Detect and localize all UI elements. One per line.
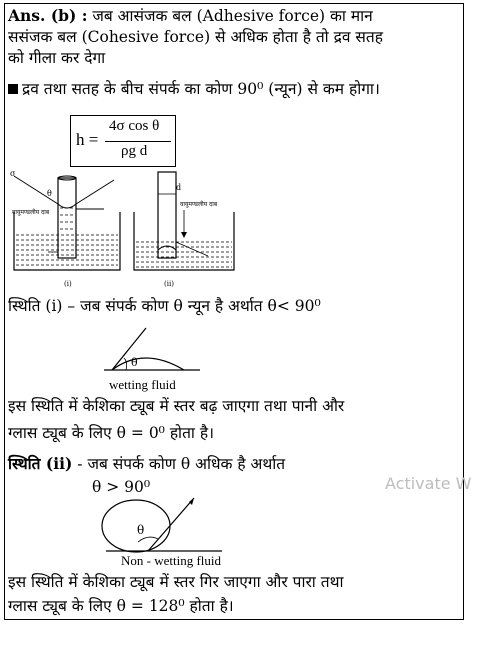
case2-caption: Non - wetting fluid [121, 553, 222, 568]
pressure-label-right: वायुमण्डलीय दाब [180, 201, 218, 208]
figure-label-ii: (ii) [164, 280, 174, 288]
theta-label-fig: θ [47, 189, 52, 198]
bullet-square-icon [8, 84, 18, 94]
answer-label: Ans. (b) : [8, 6, 88, 25]
answer-line-2: ससंजक बल (Cohesive force) से अधिक होता है तो द्रव सतह [8, 28, 383, 46]
case1-line-1: इस स्थिति में केशिका ट्यूब में स्तर बढ़ जाएगा तथा पानी और [8, 397, 345, 415]
case2-heading [8, 454, 285, 474]
beaker-right [134, 172, 234, 270]
case2-theta: θ [137, 523, 145, 537]
figure-label-i: (i) [64, 280, 72, 288]
formula-numerator: 4σ cos θ [109, 118, 160, 134]
case2-line-1: इस स्थिति में केशिका ट्यूब में स्तर गिर जाएगा और पारा तथा [8, 573, 344, 591]
formula-lhs: h = [76, 130, 99, 149]
case2-heading-bold: स्थिति (ii) [8, 454, 73, 473]
beaker-left [14, 176, 120, 270]
case2-line-2: ग्लास ट्यूब के लिए θ = 128⁰ होता है। [8, 597, 234, 615]
answer-text-1: जब आसंजक बल (Adhesive force) का मान [92, 7, 373, 25]
formula-box [70, 115, 176, 167]
answer-line-1 [8, 6, 373, 26]
capillary-figure [8, 169, 238, 288]
sigma-label: σ [10, 169, 16, 178]
formula-fraction-bar [105, 141, 171, 142]
case1-theta: θ [131, 356, 138, 369]
case2-heading-rest: - जब संपर्क कोण θ अधिक है अर्थात [77, 455, 286, 473]
activation-watermark: Activate W [385, 474, 472, 493]
d-label: d [176, 183, 182, 192]
case1-line-2: ग्लास ट्यूब के लिए θ = 0⁰ होता है। [8, 424, 214, 442]
case1-heading: स्थिति (i) – जब संपर्क कोण θ न्यून है अर्थात θ< 90⁰ [8, 297, 321, 315]
formula-denominator: ρg d [121, 143, 148, 159]
bullet-text: द्रव तथा सतह के बीच संपर्क का कोण 90⁰ (न्यून) से कम होगा। [22, 80, 380, 98]
wetting-diagram [104, 322, 204, 372]
pressure-label-left: वायुमण्डलीय दाब [12, 209, 50, 216]
bullet-line [8, 80, 380, 99]
case2-condition: θ > 90⁰ [92, 478, 151, 496]
case1-caption: wetting fluid [109, 377, 176, 392]
non-wetting-diagram [92, 496, 222, 554]
answer-line-3: को गीला कर देगा [8, 49, 106, 67]
